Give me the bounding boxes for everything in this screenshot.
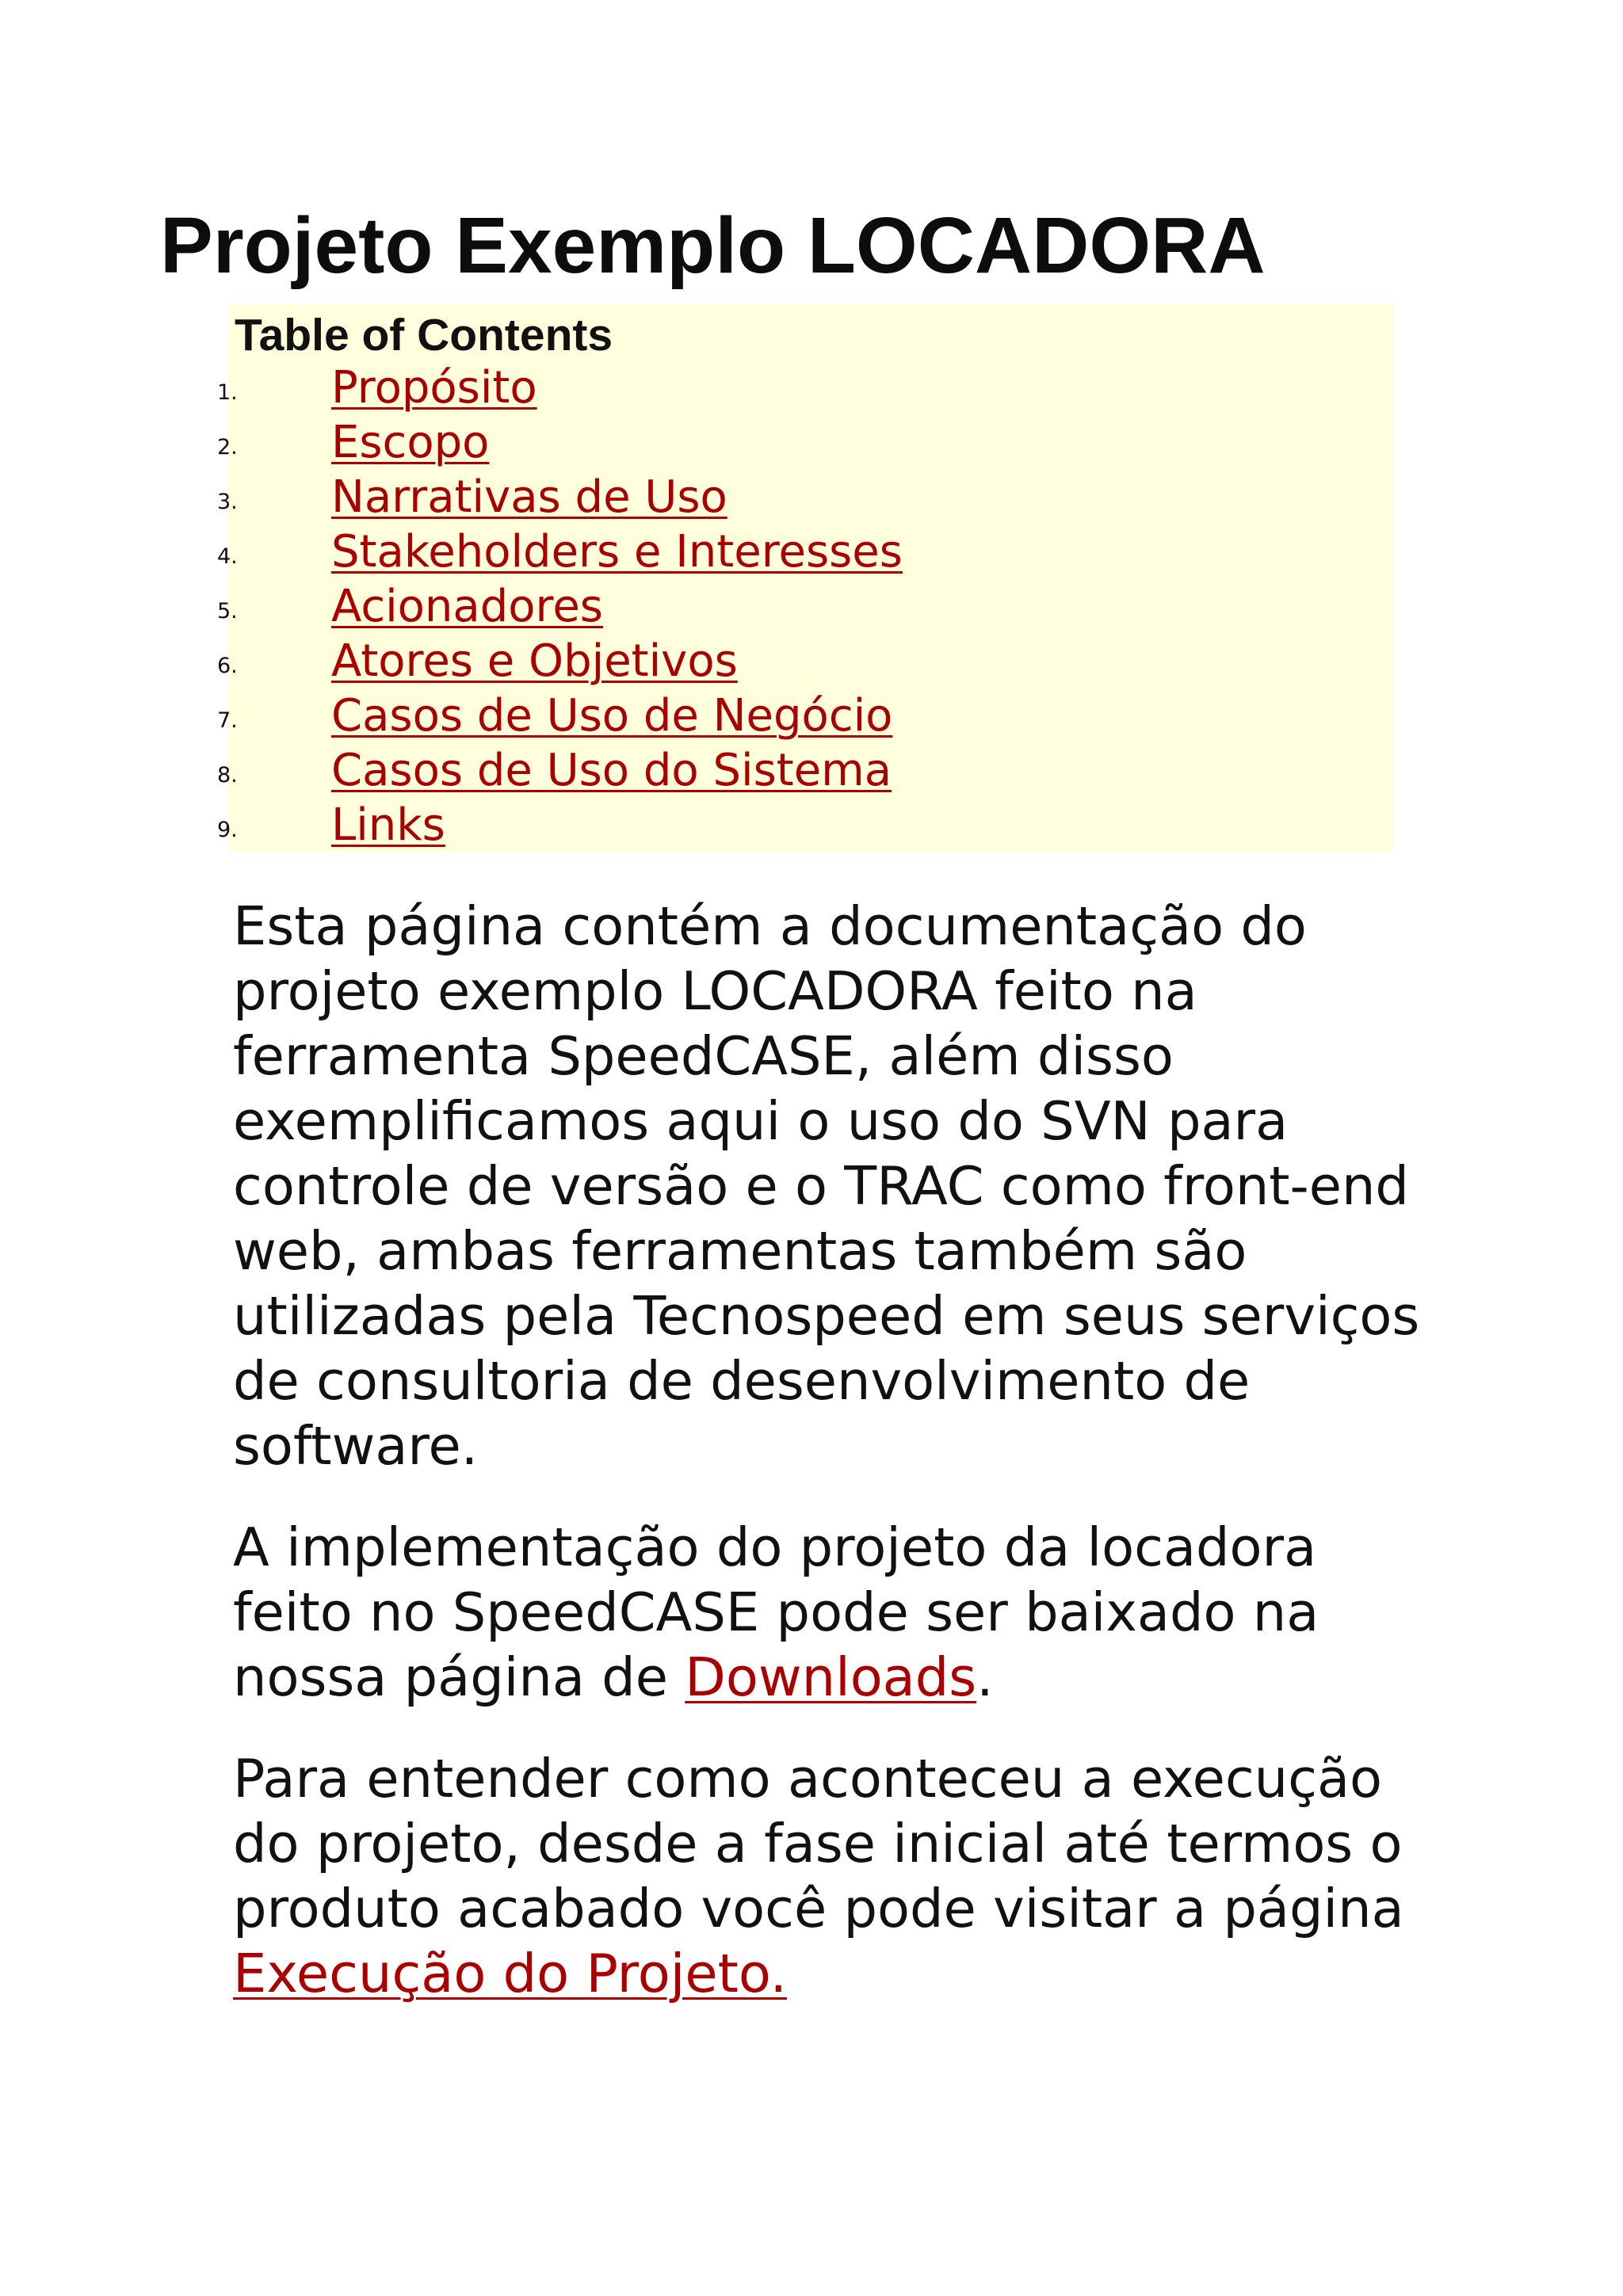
execution-paragraph-text: Para entender como aconteceu a execução do projeto, desde a fase inicial até termos o produto acabado você pode visitar a página — [233, 1748, 1404, 1939]
toc-link-casos-de-uso-do-sistema[interactable]: Casos de Uso do Sistema — [331, 745, 892, 796]
toc-link-atores-e-objetivos[interactable]: Atores e Objetivos — [331, 635, 738, 687]
toc-item-number: 6. — [217, 654, 238, 678]
toc-link-links[interactable]: Links — [331, 799, 445, 851]
toc-item-number: 9. — [217, 818, 238, 842]
toc-link-casos-de-uso-de-negocio[interactable]: Casos de Uso de Negócio — [331, 690, 893, 742]
toc-link-narrativas-de-uso[interactable]: Narrativas de Uso — [331, 471, 727, 523]
toc-item-number: 8. — [217, 763, 238, 788]
toc-item-number: 5. — [217, 599, 238, 624]
toc-heading: Table of Contents — [235, 310, 613, 360]
toc-link-acionadores[interactable]: Acionadores — [331, 581, 603, 632]
toc-link-proposito[interactable]: Propósito — [331, 362, 537, 414]
page-title: Projeto Exemplo LOCADORA — [160, 201, 1266, 290]
execucao-do-projeto-link[interactable]: Execução do Projeto. — [233, 1943, 787, 2004]
download-paragraph-text: A implementação do projeto da locadora feito no SpeedCASE pode ser baixado na nossa página de — [233, 1516, 1319, 1708]
toc-item-number: 3. — [217, 490, 238, 514]
download-paragraph-end: . — [976, 1646, 994, 1708]
table-of-contents — [217, 303, 1393, 852]
intro-paragraph: Esta página contém a documentação do projeto exemplo LOCADORA feito na ferramenta SpeedCASE, além disso exemplificamos aqui o uso do SVN para controle de versão e o TRAC como front-end web, ambas ferramentas também são utilizadas pela Tecnospeed em seus serviços de consultoria de desenvolvimento de software. — [233, 895, 1420, 1477]
toc-item-number: 7. — [217, 708, 238, 733]
toc-link-stakeholders[interactable]: Stakeholders e Interesses — [331, 526, 903, 578]
toc-item-number: 1. — [217, 380, 238, 405]
toc-item-number: 4. — [217, 544, 238, 569]
execution-paragraph — [233, 1746, 1422, 2006]
downloads-link[interactable]: Downloads — [685, 1646, 977, 1708]
toc-link-escopo[interactable]: Escopo — [331, 417, 490, 468]
toc-item-number: 2. — [217, 435, 238, 460]
download-paragraph — [233, 1515, 1422, 1710]
